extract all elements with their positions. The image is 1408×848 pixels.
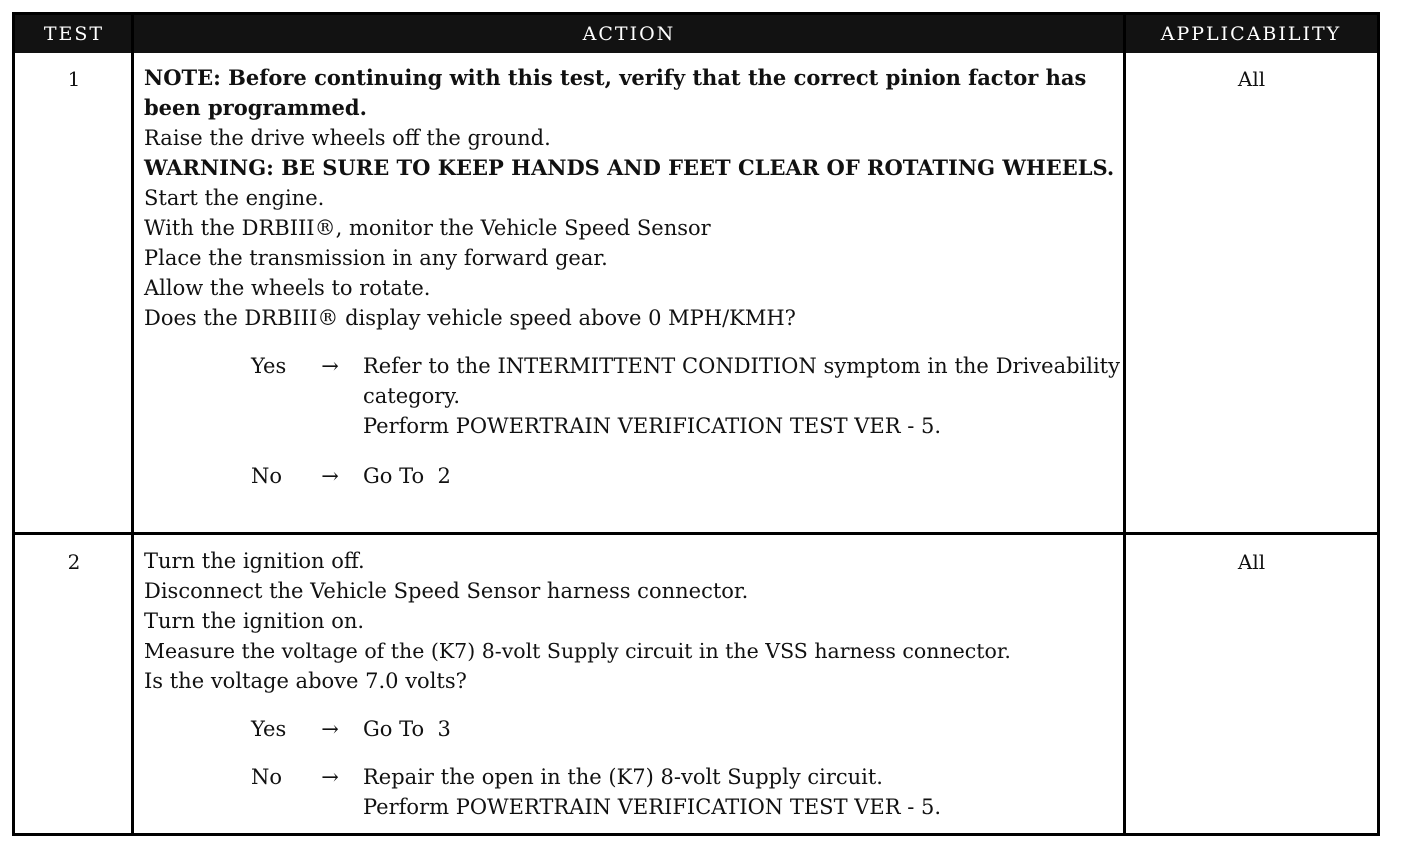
instruction-line: Raise the drive wheels off the ground. (144, 126, 551, 150)
instruction-line: Place the transmission in any forward gear. (144, 246, 608, 270)
action-cell-1 (144, 63, 1120, 491)
arrow-icon: → (321, 464, 339, 488)
no-instruction: Repair the open in the (K7) 8-volt Supply circuit. (363, 765, 883, 789)
no-text: Go To 2 (363, 464, 451, 488)
arrow-icon: → (321, 717, 339, 741)
applicability-2: All (1237, 550, 1266, 574)
column-divider (1123, 15, 1126, 833)
arrow-icon: → (321, 765, 339, 789)
action-cell-2 (144, 546, 1120, 822)
question-line: Does the DRBIII® display vehicle speed above 0 MPH/KMH? (144, 306, 796, 330)
test-number-1: 1 (67, 67, 81, 91)
yes-response (251, 714, 1120, 744)
header-test: TEST (43, 23, 105, 45)
table-header (15, 15, 1377, 53)
column-divider (131, 15, 134, 833)
question-line: Is the voltage above 7.0 volts? (144, 669, 467, 693)
instruction-line: Start the engine. (144, 186, 325, 210)
no-text (363, 762, 1120, 822)
row-divider (15, 532, 1377, 535)
yes-text: Go To 3 (363, 717, 451, 741)
no-instruction-2: Perform POWERTRAIN VERIFICATION TEST VER - 5. (363, 795, 942, 819)
header-applicability: APPLICABILITY (1160, 23, 1342, 45)
diagnostic-test-table (12, 12, 1380, 836)
warning-line: WARNING: BE SURE TO KEEP HANDS AND FEET CLEAR OF ROTATING WHEELS. (144, 155, 1115, 180)
yes-label: Yes (251, 354, 287, 378)
note-line: NOTE: Before continuing with this test, verify that the correct pinion factor has been programmed. (144, 65, 1087, 120)
instruction-line: Turn the ignition on. (144, 609, 365, 633)
instruction-line: Turn the ignition off. (144, 549, 365, 573)
no-label: No (251, 765, 283, 789)
instruction-line: Allow the wheels to rotate. (144, 276, 431, 300)
yes-response (251, 351, 1120, 441)
yes-label: Yes (251, 717, 287, 741)
arrow-icon: → (321, 354, 339, 378)
yes-instruction-2: Perform POWERTRAIN VERIFICATION TEST VER - 5. (363, 414, 942, 438)
no-response (251, 461, 1120, 491)
instruction-line: Disconnect the Vehicle Speed Sensor harness connector. (144, 579, 749, 603)
header-action: ACTION (582, 23, 676, 45)
instruction-line: Measure the voltage of the (K7) 8-volt Supply circuit in the VSS harness connector. (144, 639, 1011, 663)
no-label: No (251, 464, 283, 488)
yes-text (363, 351, 1120, 441)
applicability-1: All (1237, 67, 1266, 91)
instruction-line: With the DRBIII®, monitor the Vehicle Speed Sensor (144, 216, 711, 240)
yes-instruction: Refer to the INTERMITTENT CONDITION symptom in the Driveability category. (363, 354, 1120, 408)
test-number-2: 2 (67, 550, 81, 574)
no-response (251, 762, 1120, 822)
